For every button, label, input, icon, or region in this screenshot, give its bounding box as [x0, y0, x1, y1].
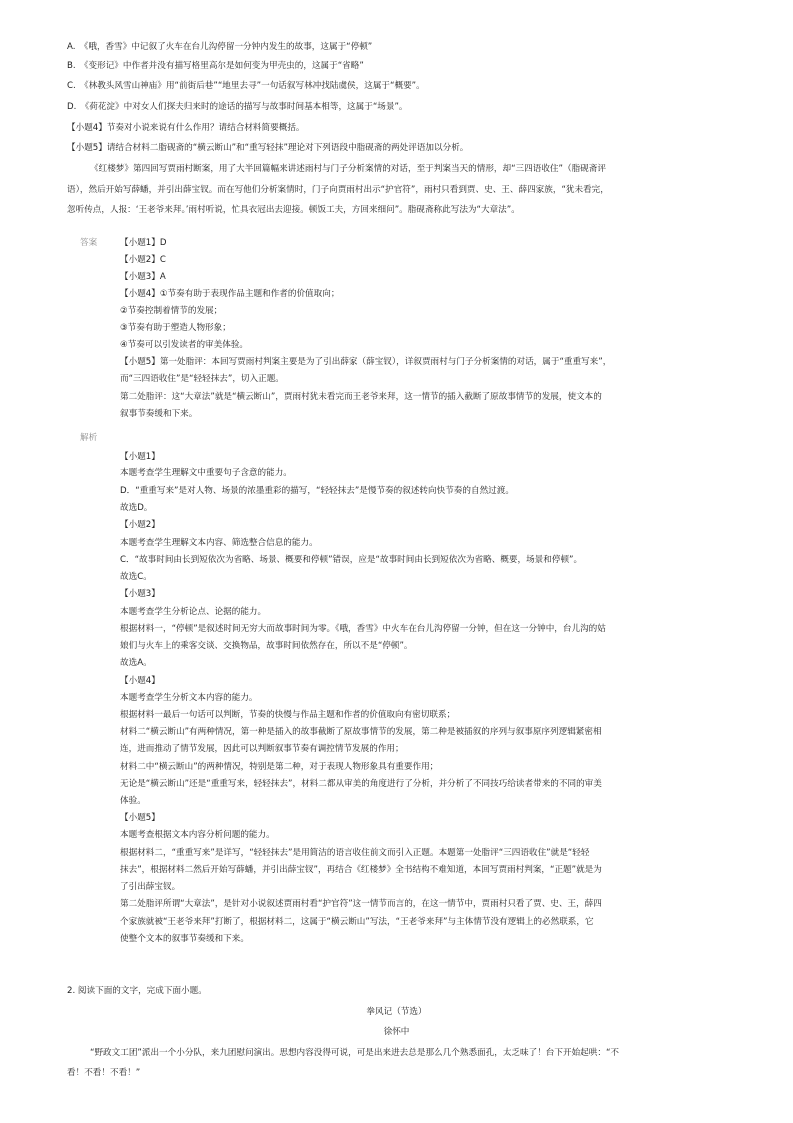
analysis-line: 【小题3】 [120, 589, 160, 599]
analysis-line: 体验。 [120, 796, 146, 806]
answer-line: 【小题1】D [120, 238, 167, 248]
analysis-line: D．“重重写来”是对人物、场景的浓墨重彩的描写，“轻轻抹去”是慢节奏的叙述转向快节奏的自然过渡。 [120, 486, 514, 496]
answer-line: 【小题4】①节奏有助于表现作品主题和作者的价值取向； [120, 289, 340, 299]
passage-line: 语），然后开始写薛蟠，并引出薛宝钗。而在写他们分析案情时，门子向贾雨村出示“护官符”，雨村只看到贾、史、王、薛四家族，“犹未看完， [67, 185, 609, 195]
passage-line: 忽听传点，人报：‘王老爷来拜。’雨村听说，忙具衣冠出去迎接。顿饭工夫，方回来细问”。脂砚斋称此写法为“大章法”。 [67, 205, 520, 215]
analysis-line: 故选D。 [120, 503, 153, 513]
analysis-line: 本题考查学生理解文本内容、筛选整合信息的能力。 [120, 538, 318, 548]
analysis-line: 本题考查学生理解文中重要句子含意的能力。 [120, 468, 292, 478]
answer-label: 答案 [80, 238, 98, 248]
answer-line: 叙事节奏缓和下来。 [120, 409, 198, 419]
option-b: B. 《变形记》中作者并没有描写格里高尔是如何变为甲壳虫的，这属于“省略” [67, 61, 364, 71]
story-title: 拳风记（节选） [366, 1007, 427, 1017]
analysis-line: 【小题2】 [120, 520, 160, 530]
analysis-line: 【小题4】 [120, 676, 160, 686]
analysis-line: 材料二中“横云断山”的两种情况，特别是第二种，对于表现人物形象具有重要作用； [120, 762, 439, 772]
analysis-line: 抹去”，根据材料二然后开始写薛蟠，并引出薛宝钗”，再结合《红楼梦》全书结构不难知道，本回写贾雨村判案，“正题”就是为 [120, 865, 602, 875]
answer-line: 【小题3】A [120, 272, 166, 282]
answer-line: ②节奏控制着情节的发展； [120, 306, 223, 316]
story-line: 看！不看！不看！” [67, 1068, 141, 1078]
analysis-line: 个家族就被“王老爷来拜”打断了，根据材料二，这属于“横云断山”写法，“王老爷来拜”与主体情节没有逻辑上的必然联系，它 [120, 917, 594, 927]
question-5: 【小题5】请结合材料二脂砚斋的“横云断山”和“重写轻抹”理论对下列语段中脂砚斋的两处评语加以分析。 [67, 143, 469, 153]
analysis-line: 连，进而推动了情节发展，因此可以判断叙事节奏有调控情节发展的作用； [120, 744, 404, 754]
story-line: “野政文工团”派出一个小分队，来九团慰问演出。思想内容没得可说，可是出来进去总是那么几个熟悉面孔，太乏味了！台下开始起哄：“不 [90, 1048, 619, 1058]
analysis-line: 娘们与火车上的乘客交谈、交换物品，故事时间依然存在，所以不是“停顿”。 [120, 641, 413, 651]
question-4: 【小题4】节奏对小说来说有什么作用？请结合材料简要概括。 [67, 123, 305, 133]
analysis-line: 故选A。 [120, 658, 152, 668]
analysis-line: 根据材料二，“重重写来”是详写，“轻轻抹去”是用简洁的语言收住前文而引入正题。本题第一处脂评“三四语收住”就是“轻轻 [120, 848, 590, 858]
analysis-line: 根据材料一最后一句话可以判断，节奏的快慢与作品主题和作者的价值取向有密切联系； [120, 710, 456, 720]
analysis-line: C．“故事时间由长到短依次为省略、场景、概要和停顿”错误，应是“故事时间由长到短依次为省略、概要，场景和停顿”。 [120, 555, 583, 565]
answer-line: 第二处脂评：这“大章法”就是“横云断山”，贾雨村犹未看完而王老爷来拜，这一情节的插入截断了原故事情节的发展，使文本的 [120, 392, 602, 402]
analysis-line: 本题考查根据文本内容分析问题的能力。 [120, 830, 275, 840]
analysis-line: 故选C。 [120, 572, 152, 582]
analysis-line: 根据材料一，“停顿”是叙述时间无穷大而故事时间为零。《哦，香雪》中火车在台儿沟停留一分钟，但在这一分钟中，台儿沟的姑 [120, 624, 606, 634]
analysis-line: 了引出薛宝钗。 [120, 882, 181, 892]
analysis-line: 本题考查学生分析论点、论据的能力。 [120, 607, 267, 617]
story-author: 徐怀中 [383, 1027, 410, 1037]
passage-line: 《红楼梦》第四回写贾雨村断案，用了大半回篇幅来讲述雨村与门子分析案情的对话，至于判案当天的情形，却“三四语收住”（脂砚斋评 [90, 164, 606, 174]
option-c: C. 《林教头风雪山神庙》用“前街后巷”“地里去寻”一句话叙写林冲找陆虞侯，这属于“概要”。 [67, 81, 425, 91]
analysis-line: 第二处脂评所谓“大章法”，是针对小说叙述贾雨村看“护官符”这一情节而言的，在这一情节中，贾雨村只看了贾、史、王，薛四 [120, 899, 602, 909]
analysis-line: 本题考查学生分析文本内容的能力。 [120, 693, 258, 703]
answer-line: 而“三四语收住”是“轻轻抹去”，切入正题。 [120, 374, 284, 384]
answer-line: 【小题5】第一处脂评：本回写贾雨村判案主要是为了引出薛家（薛宝钗），详叙贾雨村与门子分析案情的对话，属于“重重写来”， [120, 357, 612, 367]
analysis-line: 【小题5】 [120, 813, 160, 823]
analysis-line: 材料二“横云断山”有两种情况，第一种是插入的故事截断了原故事情节的发展，第二种是被插叙的序列与叙事原序列逻辑紧密相 [120, 727, 602, 737]
option-d: D. 《荷花淀》中对女人们探夫归来时的途话的描写与故事时间基本相等，这属于“场景”。 [67, 102, 408, 112]
question-2-heading: 2. 阅读下面的文字，完成下面小题。 [67, 986, 207, 996]
answer-line: ③节奏有助于塑造人物形象； [120, 323, 231, 333]
analysis-line: 使整个文本的叙事节奏缓和下来。 [120, 934, 249, 944]
analysis-label: 解析 [80, 433, 98, 443]
answer-line: ④节奏可以引发读者的审美体验。 [120, 340, 249, 350]
option-a: A. 《哦，香雪》中记叙了火车在台儿沟停留一分钟内发生的故事，这属于“停顿” [67, 42, 373, 52]
analysis-line: 【小题1】 [120, 452, 160, 462]
analysis-line: 无论是“横云断山”还是“重重写来，轻轻抹去”，材料二都从审美的角度进行了分析，并分析了不同技巧给读者带来的不同的审美 [120, 779, 602, 789]
answer-line: 【小题2】C [120, 255, 166, 265]
